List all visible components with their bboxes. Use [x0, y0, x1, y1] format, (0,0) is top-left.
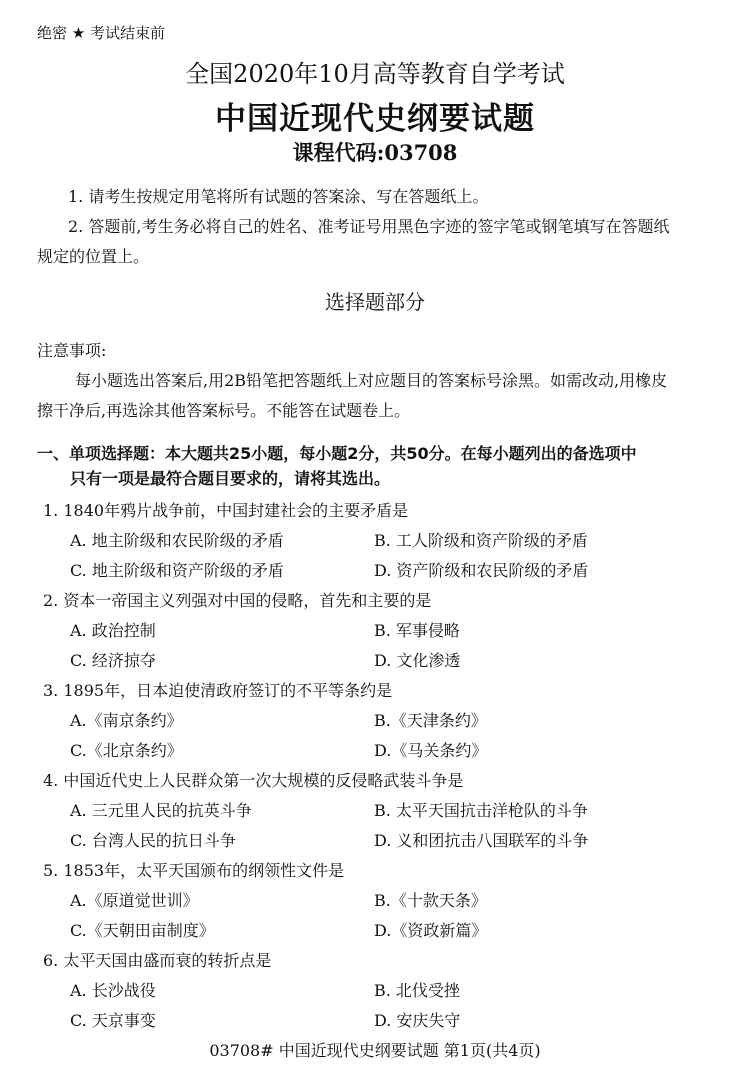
question-6-option-c: C. 天京事变: [70, 1011, 156, 1030]
question-6-stem: 6. 太平天国由盛而衰的转折点是: [43, 951, 272, 970]
instruction-1: 1. 请考生按规定用笔将所有试题的答案涂、写在答题纸上。: [68, 187, 489, 206]
question-3-option-b: B.《天津条约》: [374, 711, 487, 730]
question-2-option-b: B. 军事侵略: [374, 621, 460, 640]
secret-mark: 绝密 ★ 考试结束前: [37, 24, 165, 42]
subject-title: 中国近现代史纲要试题: [215, 101, 535, 137]
instruction-2: 2. 答题前,考生务必将自己的姓名、准考证号用黑色字迹的签字笔或钢笔填写在答题纸: [68, 217, 670, 236]
section-one-heading: 一、单项选择题：本大题共25小题，每小题2分，共50分。在每小题列出的备选项中: [37, 444, 637, 463]
question-4-option-d: D. 义和团抗击八国联军的斗争: [374, 831, 589, 850]
notes-label: 注意事项:: [37, 341, 107, 360]
section-one-heading-continued: 只有一项是最符合题目要求的，请将其选出。: [70, 469, 391, 488]
question-2-option-c: C. 经济掠夺: [70, 651, 156, 670]
question-4-stem: 4. 中国近代史上人民群众第一次大规模的反侵略武装斗争是: [43, 771, 464, 790]
page-footer: 03708# 中国近现代史纲要试题 第1页(共4页): [209, 1041, 541, 1060]
question-5-option-d: D.《资政新篇》: [374, 921, 488, 940]
question-5-option-a: A.《原道觉世训》: [70, 891, 199, 910]
question-5-option-c: C.《天朝田亩制度》: [70, 921, 215, 940]
question-3-stem: 3. 1895年，日本迫使清政府签订的不平等条约是: [43, 681, 393, 700]
question-4-option-b: B. 太平天国抗击洋枪队的斗争: [374, 801, 588, 820]
question-2-option-d: D. 文化渗透: [374, 651, 461, 670]
question-6-option-b: B. 北伐受挫: [374, 981, 460, 1000]
question-1-option-a: A. 地主阶级和农民阶级的矛盾: [70, 531, 284, 550]
question-5-option-b: B.《十款天条》: [374, 891, 487, 910]
question-1-option-b: B. 工人阶级和资产阶级的矛盾: [374, 531, 588, 550]
question-2-stem: 2. 资本一帝国主义列强对中国的侵略，首先和主要的是: [43, 591, 432, 610]
question-5-stem: 5. 1853年，太平天国颁布的纲领性文件是: [43, 861, 345, 880]
notes-line-1: 每小题选出答案后,用2B铅笔把答题纸上对应题目的答案标号涂黑。如需改动,用橡皮: [75, 371, 668, 390]
course-code: 课程代码:03708: [292, 140, 458, 165]
question-3-option-a: A.《南京条约》: [70, 711, 183, 730]
question-2-option-a: A. 政治控制: [70, 621, 156, 640]
question-3-option-d: D.《马关条约》: [374, 741, 488, 760]
question-4-option-a: A. 三元里人民的抗英斗争: [70, 801, 252, 820]
question-3-option-c: C.《北京条约》: [70, 741, 183, 760]
exam-title: 全国2020年10月高等教育自学考试: [185, 60, 565, 88]
question-1-stem: 1. 1840年鸦片战争前，中国封建社会的主要矛盾是: [43, 501, 409, 520]
notes-line-2: 擦干净后,再选涂其他答案标号。不能答在试题卷上。: [37, 401, 411, 420]
section-part-title: 选择题部分: [325, 290, 425, 314]
question-6-option-d: D. 安庆失守: [374, 1011, 461, 1030]
question-1-option-d: D. 资产阶级和农民阶级的矛盾: [374, 561, 589, 580]
question-1-option-c: C. 地主阶级和资产阶级的矛盾: [70, 561, 284, 580]
question-4-option-c: C. 台湾人民的抗日斗争: [70, 831, 236, 850]
instruction-2-continued: 规定的位置上。: [37, 247, 150, 266]
question-6-option-a: A. 长沙战役: [70, 981, 156, 1000]
